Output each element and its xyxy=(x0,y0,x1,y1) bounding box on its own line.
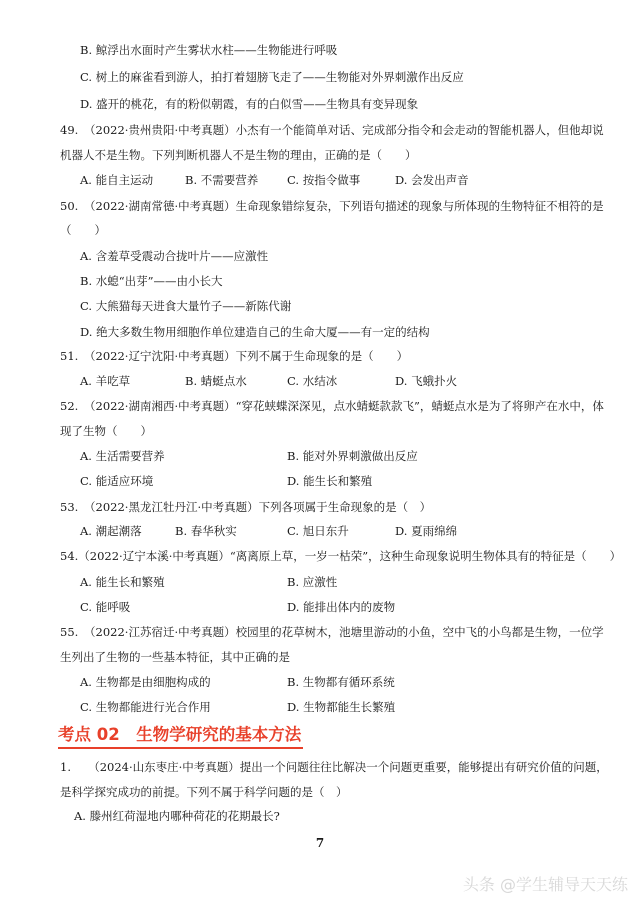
q52-stem-line2: 现了生物（ ） xyxy=(60,424,152,438)
s2q1-stem-line1: 1. （2024·山东枣庄·中考真题）提出一个问题往往比解决一个问题更重要，能够提出有研究价值的问题， xyxy=(60,760,608,774)
q49-option-d: D. 会发出声音 xyxy=(395,173,469,187)
page-number: 7 xyxy=(315,836,325,850)
q51-option-d: D. 飞蛾扑火 xyxy=(395,374,458,388)
q51-option-b: B. 蜻蜓点水 xyxy=(185,374,247,388)
q51-option-a: A. 羊吃草 xyxy=(80,374,131,388)
q55-stem-line1: 55. （2022·江苏宿迁·中考真题）校园里的花草树木，池塘里游动的小鱼，空中飞的小鸟都是生物，一位学 xyxy=(60,625,604,639)
pre-option-b: B. 鲸浮出水面时产生雾状水柱——生物能进行呼吸 xyxy=(80,43,338,57)
section-heading: 考点 02 生物学研究的基本方法 xyxy=(58,725,302,744)
q50-option-d: D. 绝大多数生物用细胞作单位建造自己的生命大厦——有一定的结构 xyxy=(80,325,430,339)
q49-option-c: C. 按指令做事 xyxy=(287,173,361,187)
q49-option-b: B. 不需要营养 xyxy=(185,173,259,187)
q53-stem: 53. （2022·黑龙江牡丹江·中考真题）下列各项属于生命现象的是（ ） xyxy=(60,500,432,514)
q52-option-b: B. 能对外界刺激做出反应 xyxy=(287,449,418,463)
q52-option-d: D. 能生长和繁殖 xyxy=(287,474,373,488)
q52-option-a: A. 生活需要营养 xyxy=(80,449,165,463)
q55-stem-line2: 生列出了生物的一些基本特征，其中正确的是 xyxy=(60,650,290,664)
q51-stem: 51. （2022·辽宁沈阳·中考真题）下列不属于生命现象的是（ ） xyxy=(60,349,409,363)
q54-stem: 54.（2022·辽宁本溪·中考真题）“离离原上草，一岁一枯荣”，这种生命现象说明生物体具有的特征是（ ） xyxy=(60,549,622,563)
watermark: 头条 @学生辅导天天练 xyxy=(462,875,628,894)
s2q1-option-a: A. 滕州红荷湿地内哪种荷花的花期最长? xyxy=(74,809,280,823)
q54-option-c: C. 能呼吸 xyxy=(80,600,131,614)
q50-option-b: B. 水螅“出芽”——由小长大 xyxy=(80,274,223,288)
q49-stem-line2: 机器人不是生物。下列判断机器人不是生物的理由，正确的是（ ） xyxy=(60,148,417,162)
q54-option-a: A. 能生长和繁殖 xyxy=(80,575,165,589)
q55-option-c: C. 生物都能进行光合作用 xyxy=(80,700,211,714)
q55-option-d: D. 生物都能生长繁殖 xyxy=(287,700,396,714)
q53-option-c: C. 旭日东升 xyxy=(287,524,349,538)
q54-option-d: D. 能排出体内的废物 xyxy=(287,600,396,614)
section-underline xyxy=(58,747,303,749)
q53-option-b: B. 春华秋实 xyxy=(175,524,237,538)
q51-option-c: C. 水结冰 xyxy=(287,374,338,388)
q50-option-c: C. 大熊猫每天进食大量竹子——新陈代谢 xyxy=(80,299,292,313)
q53-option-d: D. 夏雨绵绵 xyxy=(395,524,458,538)
q50-option-a: A. 含羞草受震动合拢叶片——应激性 xyxy=(80,249,269,263)
q55-option-b: B. 生物都有循环系统 xyxy=(287,675,395,689)
q52-stem-line1: 52. （2022·湖南湘西·中考真题）“穿花蛱蝶深深见，点水蜻蜓款款飞”，蜻蜓点水是为了将卵产在水中，体 xyxy=(60,399,604,413)
q54-option-b: B. 应激性 xyxy=(287,575,338,589)
q50-stem-line2: （ ） xyxy=(60,223,106,237)
q49-option-a: A. 能自主运动 xyxy=(80,173,154,187)
pre-option-c: C. 树上的麻雀看到游人，拍打着翅膀飞走了——生物能对外界刺激作出反应 xyxy=(80,70,464,84)
pre-option-d: D. 盛开的桃花，有的粉似朝霞，有的白似雪——生物具有变异现象 xyxy=(80,97,419,111)
q50-stem-line1: 50. （2022·湖南常德·中考真题）生命现象错综复杂，下列语句描述的现象与所体现的生物特征不相符的是 xyxy=(60,199,604,213)
s2q1-stem-line2: 是科学探究成功的前提。下列不属于科学问题的是（ ） xyxy=(60,785,348,799)
q55-option-a: A. 生物都是由细胞构成的 xyxy=(80,675,211,689)
q52-option-c: C. 能适应环境 xyxy=(80,474,154,488)
q53-option-a: A. 潮起潮落 xyxy=(80,524,142,538)
q49-stem-line1: 49. （2022·贵州贵阳·中考真题）小杰有一个能简单对话、完成部分指令和会走动的智能机器人，但他却说 xyxy=(60,123,604,137)
